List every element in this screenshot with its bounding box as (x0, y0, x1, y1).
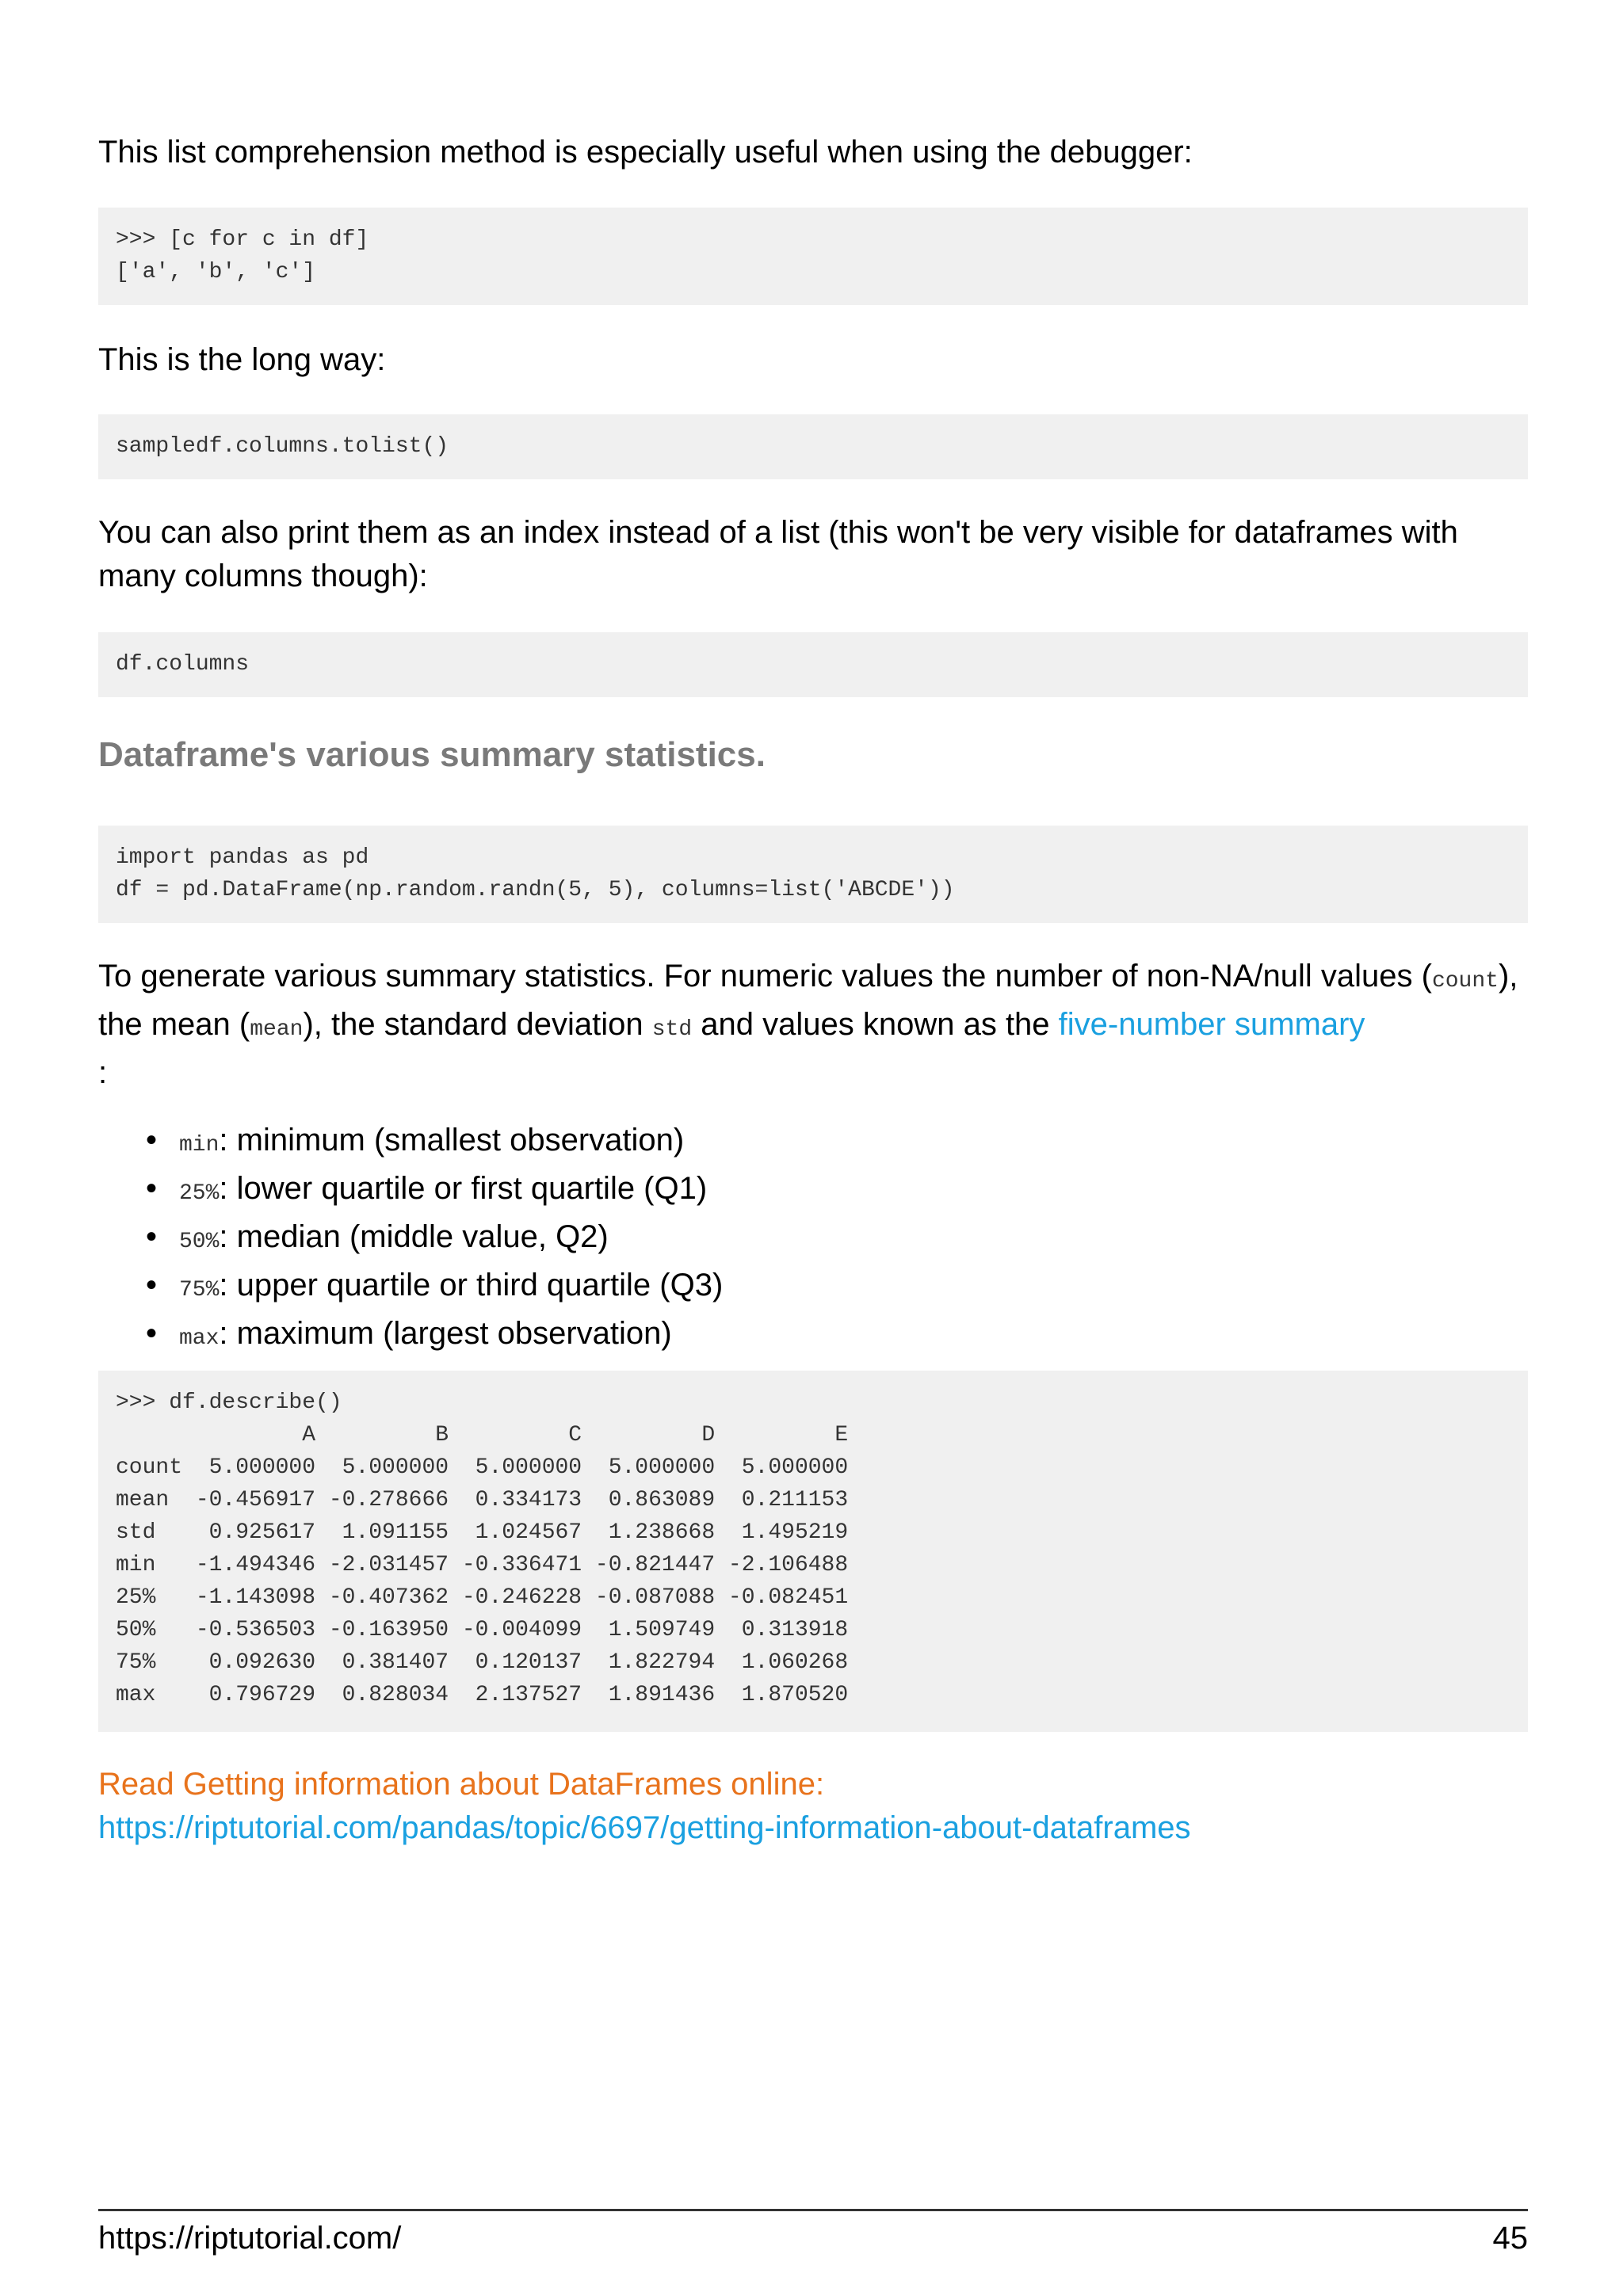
list-item (146, 1119, 723, 1167)
list-item-text: : median (middle value, Q2) (219, 1219, 609, 1254)
list-item (146, 1312, 723, 1360)
section-heading: Dataframe's various summary statistics. (98, 735, 766, 774)
list-item-text: : lower quartile or first quartile (Q1) (219, 1171, 708, 1206)
list-item-code: 50% (179, 1230, 220, 1254)
read-more-section (98, 1763, 1191, 1850)
list-item-text: : minimum (smallest observation) (219, 1123, 685, 1158)
footer-divider (98, 2209, 1528, 2211)
code-block-columns: df.columns (98, 632, 1528, 697)
code-block-tolist: sampledf.columns.tolist() (98, 414, 1528, 479)
inline-code-mean: mean (250, 1017, 304, 1042)
code-block-describe-output: >>> df.describe() A B C D E count 5.000000 5.000000 5.000000 5.000000 5.000000 mean -0.456917 -0.278666 0.334173 0.863089 0.211153 std 0.925617 1.091155 1.024567 1.238668 1.495219 min -1.494346 -2.031457 -0.336471 -0.821447 -2.106488 25% -1.143098 -0.407362 -0.246228 -0.087088 -0.082451 50% -0.536503 -0.163950 -0.004099 1.509749 0.313918 75% 0.092630 0.381407 0.120137 1.822794 1.060268 max 0.796729 0.828034 2.137527 1.891436 1.870520 (98, 1371, 1528, 1732)
read-more-label: Read Getting information about DataFrames online: (98, 1767, 825, 1802)
read-more-link[interactable]: https://riptutorial.com/pandas/topic/6697/getting-information-about-dataframes (98, 1810, 1191, 1845)
bullet-icon: • (146, 1171, 158, 1206)
intro-paragraph-long-way: This is the long way: (98, 342, 386, 377)
list-item-code: 75% (179, 1278, 220, 1302)
code-block-dataframe-setup: import pandas as pd df = pd.DataFrame(np.random.randn(5, 5), columns=list('ABCDE')) (98, 826, 1528, 923)
list-item (146, 1264, 723, 1312)
summary-text-3: ), the standard deviation (303, 1007, 652, 1042)
footer-site-url: https://riptutorial.com/ (98, 2221, 402, 2256)
code-block-list-comprehension: >>> [c for c in df] ['a', 'b', 'c'] (98, 208, 1528, 305)
bullet-icon: • (146, 1268, 158, 1302)
summary-text-1: To generate various summary statistics. For numeric values the number of non-NA/null values ( (98, 959, 1432, 994)
list-item-text: : maximum (largest observation) (219, 1316, 672, 1351)
bullet-icon: • (146, 1219, 158, 1254)
list-item-code: 25% (179, 1181, 220, 1206)
list-item-text: : upper quartile or third quartile (Q3) (219, 1268, 724, 1302)
bullet-icon: • (146, 1316, 158, 1351)
list-item (146, 1215, 723, 1264)
summary-text-4: and values known as the (692, 1007, 1059, 1042)
inline-code-count: count (1431, 969, 1499, 994)
bullet-icon: • (146, 1123, 158, 1158)
summary-paragraph (98, 955, 1528, 1095)
document-page (98, 0, 1528, 2296)
intro-paragraph-debugger: This list comprehension method is especially useful when using the debugger: (98, 135, 1193, 170)
list-item-code: min (179, 1133, 220, 1158)
summary-text-5: : (98, 1055, 108, 1090)
page-number: 45 (1492, 2221, 1528, 2256)
list-item (146, 1167, 723, 1215)
five-number-summary-link[interactable]: five-number summary (1058, 1007, 1365, 1042)
list-item-code: max (179, 1326, 220, 1351)
intro-paragraph-index: You can also print them as an index instead of a list (this won't be very visible for dataframes with many columns though): (98, 515, 1458, 593)
summary-text-2: ), the mean ( (98, 959, 1518, 1042)
inline-code-std: std (651, 1017, 693, 1042)
five-number-list (146, 1119, 723, 1360)
